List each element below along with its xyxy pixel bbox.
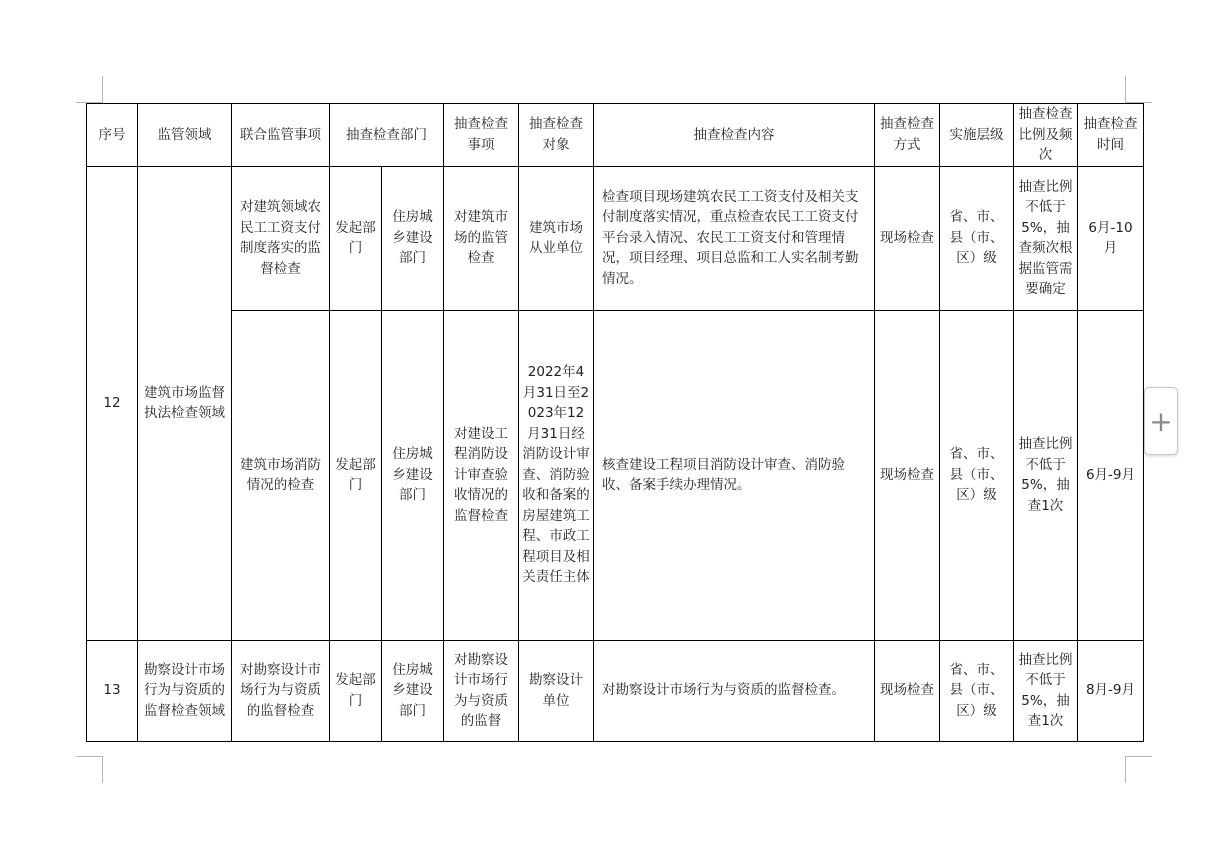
- row-level: 省、市、县（市、区）级: [940, 310, 1014, 640]
- crop-mark-bottom-left: [76, 756, 103, 783]
- row-content: 对勘察设计市场行为与资质的监督检查。: [594, 640, 875, 741]
- row-ratio: 抽查比例不低于5%，抽查1次: [1014, 640, 1078, 741]
- row-content: 核查建设工程项目消防设计审查、消防验收、备案手续办理情况。: [594, 310, 875, 640]
- row-time: 6月-10月: [1078, 166, 1144, 310]
- row-dept-name: 住房城乡建设部门: [382, 310, 444, 640]
- header-method: 抽查检查方式: [875, 104, 940, 167]
- plus-icon: +: [1149, 404, 1173, 438]
- header-target: 抽查检查对象: [519, 104, 594, 167]
- row-target: 建筑市场从业单位: [519, 166, 594, 310]
- row-dept-role: 发起部门: [330, 166, 382, 310]
- crop-mark-top-right: [1125, 76, 1152, 103]
- row-method: 现场检查: [875, 166, 940, 310]
- row-ratio: 抽查比例不低于5%，抽查频次根据监管需要确定: [1014, 166, 1078, 310]
- row-item: 对勘察设计市场行为与资质的监督: [444, 640, 519, 741]
- row-joint: 对建筑领域农民工工资支付制度落实的监督检查: [232, 166, 330, 310]
- add-button[interactable]: [1144, 387, 1178, 455]
- row-dept-name: 住房城乡建设部门: [382, 166, 444, 310]
- row-method: 现场检查: [875, 640, 940, 741]
- table-row: [87, 640, 1144, 741]
- row-target: 勘察设计单位: [519, 640, 594, 741]
- table-row: [87, 166, 1144, 310]
- row-ratio: 抽查比例不低于5%，抽查1次: [1014, 310, 1078, 640]
- row-method: 现场检查: [875, 310, 940, 640]
- crop-mark-top-left: [76, 76, 103, 103]
- row-level: 省、市、县（市、区）级: [940, 640, 1014, 741]
- header-dept: 抽查检查部门: [330, 104, 444, 167]
- row-seq: 13: [87, 640, 138, 741]
- header-time: 抽查检查时间: [1078, 104, 1144, 167]
- row-joint: 对勘察设计市场行为与资质的监督检查: [232, 640, 330, 741]
- row-target: 2022年4月31日至2023年12月31日经消防设计审查、消防验收和备案的房屋建筑工程、市政工程项目及相关责任主体: [519, 310, 594, 640]
- header-content: 抽查检查内容: [594, 104, 875, 167]
- table-row: [87, 310, 1144, 640]
- row-seq: 12: [87, 166, 138, 640]
- row-item: 对建设工程消防设计审查验收情况的监督检查: [444, 310, 519, 640]
- row-field: 建筑市场监督执法检查领域: [138, 166, 232, 640]
- row-dept-role: 发起部门: [330, 640, 382, 741]
- row-content: 检查项目现场建筑农民工工资支付及相关支付制度落实情况，重点检查农民工工资支付平台录入情况、农民工工资支付和管理情况，项目经理、项目总监和工人实名制考勤情况。: [594, 166, 875, 310]
- crop-mark-bottom-right: [1125, 756, 1152, 783]
- row-level: 省、市、县（市、区）级: [940, 166, 1014, 310]
- row-joint: 建筑市场消防情况的检查: [232, 310, 330, 640]
- header-row: [87, 104, 1144, 167]
- header-joint: 联合监管事项: [232, 104, 330, 167]
- row-time: 6月-9月: [1078, 310, 1144, 640]
- header-item: 抽查检查事项: [444, 104, 519, 167]
- inspection-table: [86, 103, 1144, 742]
- row-dept-role: 发起部门: [330, 310, 382, 640]
- header-seq: 序号: [87, 104, 138, 167]
- row-item: 对建筑市场的监管检查: [444, 166, 519, 310]
- row-field: 勘察设计市场行为与资质的监督检查领域: [138, 640, 232, 741]
- header-field: 监管领域: [138, 104, 232, 167]
- row-time: 8月-9月: [1078, 640, 1144, 741]
- row-dept-name: 住房城乡建设部门: [382, 640, 444, 741]
- header-ratio: 抽查检查比例及频次: [1014, 104, 1078, 167]
- header-level: 实施层级: [940, 104, 1014, 167]
